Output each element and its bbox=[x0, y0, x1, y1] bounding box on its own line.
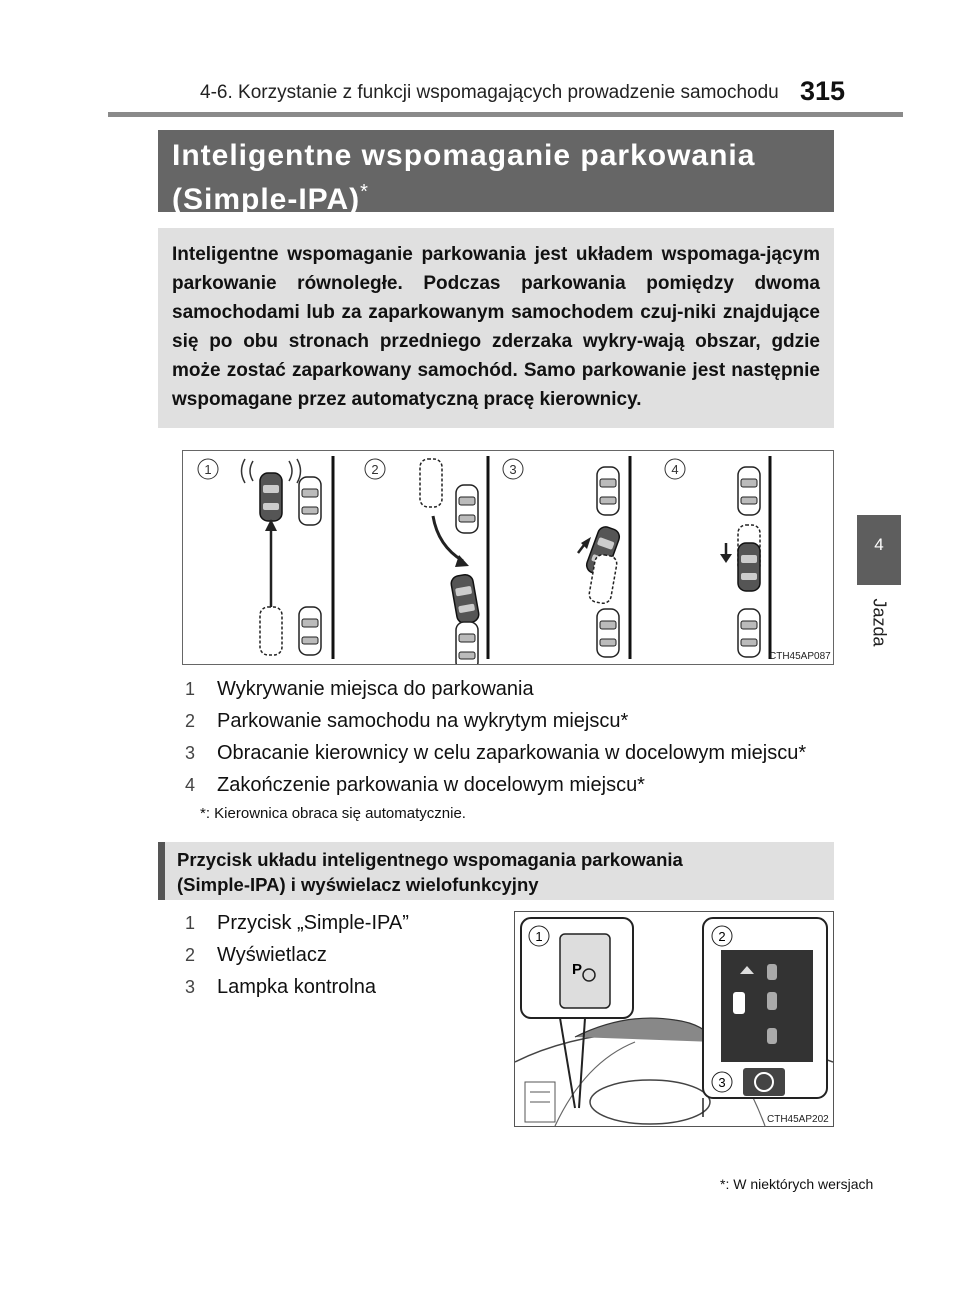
figure1-code: CTH45AP087 bbox=[769, 651, 831, 662]
fig2-label-3: 3 bbox=[718, 1075, 726, 1090]
list-item bbox=[185, 774, 645, 797]
part-text: Przycisk „Simple-IPA” bbox=[217, 912, 409, 934]
page-number: 315 bbox=[800, 76, 846, 106]
fig2-label-2: 2 bbox=[718, 929, 726, 944]
step-text: Obracanie kierownicy w celu zaparkowania w docelowym miejscu* bbox=[217, 742, 807, 764]
part-number: 3 bbox=[185, 977, 196, 997]
running-header: 4-6. Korzystanie z funkcji wspomagających prowadzenie samochodu bbox=[200, 82, 779, 103]
list-item bbox=[185, 944, 327, 967]
dashboard-figure bbox=[514, 911, 834, 1127]
step-text: Zakończenie parkowania w docelowym miejscu* bbox=[217, 774, 645, 796]
step-text: Wykrywanie miejsca do parkowania bbox=[217, 678, 534, 700]
chapter-tab: 4 bbox=[857, 515, 901, 585]
figure2-code: CTH45AP202 bbox=[767, 1114, 829, 1125]
fig2-label-1: 1 bbox=[535, 929, 543, 944]
part-text: Lampka kontrolna bbox=[217, 976, 376, 998]
list-item bbox=[185, 710, 629, 733]
subsection-heading-line-1: Przycisk układu inteligentnego wspomagania parkowania bbox=[177, 849, 683, 870]
step-text: Parkowanie samochodu na wykrytym miejscu* bbox=[217, 710, 629, 732]
subsection-heading bbox=[158, 842, 834, 900]
part-number: 1 bbox=[185, 913, 196, 933]
list-item bbox=[185, 912, 409, 935]
step-number: 4 bbox=[185, 775, 196, 795]
step-number: 3 bbox=[185, 743, 196, 763]
parking-steps-illustration bbox=[183, 451, 833, 664]
section-title bbox=[158, 130, 834, 216]
part-number: 2 bbox=[185, 945, 196, 965]
list-item bbox=[185, 742, 807, 765]
fig1-label-1: 1 bbox=[204, 462, 212, 477]
step-number: 1 bbox=[185, 679, 196, 699]
steps-note: *: Kierownica obraca się automatycznie. bbox=[200, 805, 466, 822]
title-line-1: Inteligentne wspomaganie parkowania bbox=[172, 139, 756, 172]
part-text: Wyświetlacz bbox=[217, 944, 327, 966]
title-asterisk: * bbox=[360, 181, 369, 203]
fig1-label-2: 2 bbox=[371, 462, 379, 477]
title-line-2 bbox=[172, 174, 820, 218]
chapter-label: Jazda bbox=[869, 598, 890, 647]
step-number: 2 bbox=[185, 711, 196, 731]
dashboard-illustration bbox=[515, 912, 833, 1126]
list-item bbox=[185, 976, 376, 999]
ipa-button-glyph: P bbox=[572, 961, 583, 978]
intro-box: Inteligentne wspomaganie parkowania jest układem wspomaga-jącym parkowanie równoległe. Podczas parkowania pomiędzy dwoma samochodami lub za zaparkowanym samochodem czuj-niki znajdujące się po obu stronach przedniego zderzaka wykry-wają obszar, gdzie może zostać zaparkowany samochód. Samo parkowanie jest następnie wspomagane przez automatyczną pracę kierownicy. bbox=[158, 228, 834, 428]
footnote: *: W niektórych wersjach bbox=[720, 1176, 874, 1192]
header-rule bbox=[108, 112, 903, 117]
fig1-label-3: 3 bbox=[509, 462, 517, 477]
parking-steps-figure bbox=[182, 450, 834, 665]
list-item bbox=[185, 678, 534, 701]
fig1-label-4: 4 bbox=[671, 462, 679, 477]
subsection-heading-line-2: (Simple-IPA) i wyświelacz wielofunkcyjny bbox=[177, 874, 539, 895]
title-line-2-text: (Simple-IPA) bbox=[172, 183, 361, 216]
